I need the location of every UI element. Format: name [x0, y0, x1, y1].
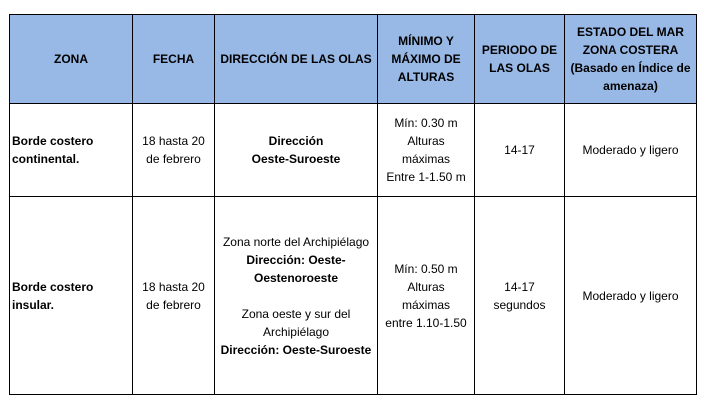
direction-cell — [215, 197, 378, 395]
zone-cell: Borde costero insular. — [10, 197, 133, 395]
sea-state-cell: Moderado y ligero — [565, 197, 697, 395]
table-header-row — [10, 15, 697, 104]
sea-state-cell: Moderado y ligero — [565, 104, 697, 197]
period-cell: 14-17 — [475, 104, 565, 197]
heights-cell — [378, 197, 475, 395]
period-cell: 14-17 segundos — [475, 197, 565, 395]
header-alturas: MÍNIMO Y MÁXIMO DE ALTURAS — [378, 15, 475, 104]
zone-cell: Borde costero continental. — [10, 104, 133, 197]
table-row — [10, 104, 697, 197]
direction-label: Dirección — [268, 134, 324, 148]
header-periodo: PERIODO DE LAS OLAS — [475, 15, 565, 104]
direction-area-south: Zona oeste y sur del Archipiélago — [241, 306, 351, 339]
direction-value: Oeste-Suroeste — [251, 152, 341, 166]
table-row — [10, 197, 697, 395]
direction-value-south: Dirección: Oeste-Suroeste — [220, 342, 372, 357]
height-max-label: Alturas máximas — [401, 134, 450, 166]
height-max-range: entre 1.10-1.50 — [385, 315, 467, 330]
header-estado-mar: ESTADO DEL MAR ZONA COSTERA (Basado en Índice de amenaza) — [565, 15, 697, 104]
heights-cell — [378, 104, 475, 197]
date-cell: 18 hasta 20 de febrero — [133, 197, 215, 395]
direction-value-north: Dirección: Oeste-Oestenoroeste — [246, 252, 346, 285]
height-max-label: Alturas máximas — [401, 279, 450, 312]
direction-cell — [215, 104, 378, 197]
header-zona: ZONA — [10, 15, 133, 104]
direction-area-north: Zona norte del Archipiélago — [222, 234, 370, 249]
height-min: Mín: 0.50 m — [394, 261, 458, 276]
header-direccion: DIRECCIÓN DE LAS OLAS — [215, 15, 378, 104]
height-min: Mín: 0.30 m — [394, 116, 458, 130]
height-max-range: Entre 1-1.50 m — [386, 170, 466, 184]
spacer — [219, 287, 373, 305]
header-fecha: FECHA — [133, 15, 215, 104]
date-cell: 18 hasta 20 de febrero — [133, 104, 215, 197]
wave-forecast-table — [9, 14, 697, 395]
